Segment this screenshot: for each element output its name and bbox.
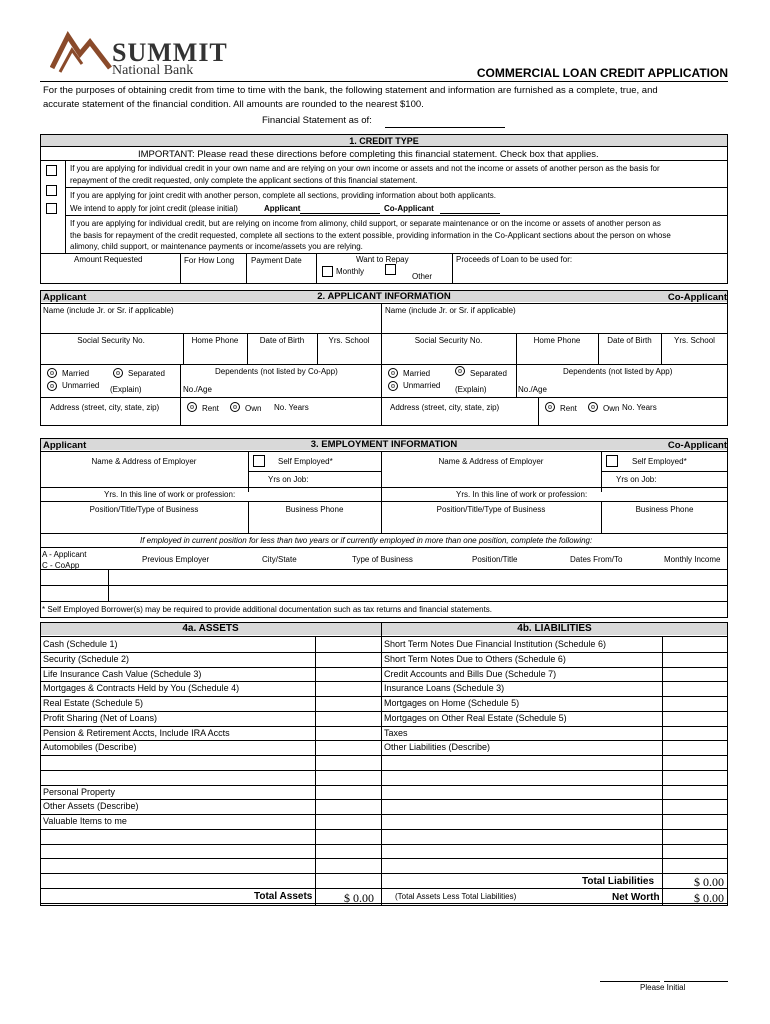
- applicant-separated-label: Separated: [128, 369, 165, 378]
- applicant-dependents-label: Dependents (not listed by Co-App): [215, 367, 338, 376]
- proceeds-label: Proceeds of Loan to be used for:: [456, 255, 573, 264]
- intro-line-1: For the purposes of obtaining credit from time to time with the bank, the following statement and information are furnished as a complete, true, and: [43, 85, 658, 96]
- option-4-line-1: If you are applying for individual credit, but are relying on income from alimony, child support, or separate maintenance or on the income or assets of another person as: [70, 219, 661, 228]
- table-row-line: [40, 770, 728, 771]
- asset-item: Pension & Retirement Accts, Include IRA Accts: [43, 728, 230, 738]
- coapplicant-yrs-school-label: Yrs. School: [674, 336, 715, 345]
- asset-item: Personal Property: [43, 787, 116, 797]
- coapplicant-initial-field[interactable]: [440, 213, 500, 214]
- table-row-line: [40, 755, 728, 756]
- applicant-explain-label: (Explain): [110, 385, 142, 394]
- coapplicant-employer-label: Name & Address of Employer: [438, 457, 544, 466]
- net-worth-note: (Total Assets Less Total Liabilities): [395, 892, 517, 901]
- position-title-header: Position/Title: [472, 555, 518, 564]
- dates-header: Dates From/To: [570, 555, 623, 564]
- monthly-income-header: Monthly Income: [664, 555, 721, 564]
- statement-as-of: Financial Statement as of:: [262, 115, 372, 126]
- liability-item: Short Term Notes Due Financial Institution (Schedule 6): [384, 639, 606, 649]
- liability-item: Other Liabilities (Describe): [384, 742, 491, 752]
- option-4-line-2: the basis for repayment of the credit requested, complete all sections to the extent possible, providing information in the Co-Applicant sections about the person on whose: [70, 231, 671, 240]
- total-assets-value: $ 0.00: [344, 891, 374, 905]
- coapplicant-separated-label: Separated: [470, 369, 507, 378]
- coapplicant-name-label: Name (include Jr. or Sr. if applicable): [385, 306, 516, 315]
- logo-name: SUMMIT: [112, 38, 228, 67]
- option-1-line-2: repayment of the credit requested, only complete the applicant sections of this financial statement.: [70, 176, 418, 185]
- applicant-self-employed-checkbox[interactable]: [253, 455, 265, 467]
- coapplicant-explain-label: (Explain): [455, 385, 487, 394]
- coapplicant-unmarried-radio[interactable]: [388, 381, 398, 391]
- assets-title: 4a. ASSETS: [182, 623, 239, 634]
- applicant-position-label: Position/Title/Type of Business: [89, 505, 199, 514]
- coapplicant-separated-radio[interactable]: [455, 366, 465, 376]
- repay-monthly-checkbox[interactable]: [322, 266, 333, 277]
- payment-date-label: Payment Date: [251, 256, 302, 265]
- table-row-line: [40, 740, 728, 741]
- coapplicant-rent-radio[interactable]: [545, 402, 555, 412]
- liability-item: Mortgages on Other Real Estate (Schedule 5): [384, 713, 567, 723]
- type-business-header: Type of Business: [352, 555, 413, 564]
- liability-item: Short Term Notes Due to Others (Schedule 6): [384, 654, 566, 664]
- table-row-line: [40, 696, 728, 697]
- prev-employer-header: Previous Employer: [142, 555, 210, 564]
- applicant-yrs-school-label: Yrs. School: [328, 336, 370, 345]
- asset-item: Security (Schedule 2): [43, 654, 130, 664]
- want-to-repay-label: Want to Repay: [356, 255, 409, 264]
- option-3-applicant: Applicant: [264, 204, 301, 213]
- option-1-line-1: If you are applying for individual credit in your own name and are relying on your own income or assets and not the income or assets of another person as the basis for: [70, 164, 660, 173]
- bank-logo: [50, 26, 228, 82]
- liabilities-title: 4b. LIABILITIES: [517, 623, 592, 634]
- credit-type-title: 1. CREDIT TYPE: [349, 136, 419, 146]
- coapplicant-no-age-label: No./Age: [518, 385, 547, 394]
- liability-item: Credit Accounts and Bills Due (Schedule 7): [384, 669, 557, 679]
- applicant-unmarried-label: Unmarried: [62, 381, 100, 390]
- table-row-line: [40, 903, 728, 904]
- total-liabilities-value: $ 0.00: [694, 875, 724, 889]
- table-row-line: [40, 844, 728, 845]
- table-row-line: [40, 814, 728, 815]
- asset-item: Mortgages & Contracts Held by You (Schedule 4): [43, 683, 240, 693]
- important-note: IMPORTANT: Please read these directions before completing this financial statement. Check box that applies.: [138, 149, 599, 160]
- liability-amount-divider: [662, 637, 663, 906]
- coapplicant-own-label: Own: [603, 404, 620, 413]
- applicant-yrs-line-label: Yrs. In this line of work or profession:: [104, 490, 236, 499]
- table-row-line: [40, 873, 728, 874]
- applicant-ssn-label: Social Security No.: [77, 336, 145, 345]
- applicant-own-label: Own: [245, 404, 262, 413]
- self-employed-footnote: * Self Employed Borrower(s) may be required to provide additional documentation such as tax returns and financial statements.: [42, 605, 493, 614]
- asset-item: Valuable Items to me: [43, 816, 127, 826]
- table-row-line: [40, 888, 728, 889]
- coapplicant-yrs-line-label: Yrs. In this line of work or profession:: [456, 490, 588, 499]
- table-row-line: [40, 667, 728, 668]
- applicant-address-label: Address (street, city, state, zip): [50, 403, 160, 412]
- table-row-line: [40, 711, 728, 712]
- applicant-married-radio[interactable]: [47, 368, 57, 378]
- other-label: Other: [412, 272, 433, 281]
- applicant-business-phone-label: Business Phone: [285, 505, 344, 514]
- asset-item: Other Assets (Describe): [43, 801, 139, 811]
- statement-date-field[interactable]: [385, 127, 505, 128]
- coapplicant-dependents-label: Dependents (not listed by App): [563, 367, 673, 376]
- table-row-line: [40, 858, 728, 859]
- applicant-employer-label: Name & Address of Employer: [91, 457, 197, 466]
- coapplicant-self-employed-label: Self Employed*: [632, 457, 687, 466]
- table-row-line: [40, 785, 728, 786]
- table-row-line: [40, 799, 728, 800]
- asset-item: Real Estate (Schedule 5): [43, 698, 144, 708]
- option-2: If you are applying for joint credit with another person, complete all sections, providing information about both applicants.: [70, 191, 497, 200]
- assets-liabilities-table: [40, 622, 728, 906]
- coapplicant-header: Co-Applicant: [667, 292, 727, 303]
- coapplicant-own-radio[interactable]: [588, 402, 598, 412]
- option-3: We intend to apply for joint credit (please initial): [70, 204, 238, 213]
- applicant-separated-radio[interactable]: [113, 368, 123, 378]
- asset-item: Automobiles (Describe): [43, 742, 137, 752]
- repay-other-checkbox[interactable]: [385, 264, 396, 275]
- asset-item: Profit Sharing (Net of Loans): [43, 713, 158, 723]
- intro-line-2: accurate statement of the financial condition. All amounts are rounded to the nearest $100.: [43, 99, 424, 110]
- coapplicant-home-phone-label: Home Phone: [533, 336, 581, 345]
- coapplicant-business-phone-label: Business Phone: [635, 505, 694, 514]
- applicant-no-age-label: No./Age: [183, 385, 212, 394]
- applicant-no-years-label: No. Years: [274, 403, 309, 412]
- coapplicant-unmarried-label: Unmarried: [403, 381, 441, 390]
- coapplicant-no-years-label: No. Years: [622, 403, 657, 412]
- liability-item: Taxes: [384, 728, 408, 738]
- table-row-line: [40, 681, 728, 682]
- amount-requested-label: Amount Requested: [74, 255, 143, 264]
- asset-item: Life Insurance Cash Value (Schedule 3): [43, 669, 202, 679]
- for-how-long-label: For How Long: [184, 256, 235, 265]
- coapplicant-ssn-label: Social Security No.: [414, 336, 483, 345]
- applicant-own-radio[interactable]: [230, 402, 240, 412]
- previous-employment-note: If employed in current position for less than two years or if currently employed in more than one position, complete the following:: [140, 536, 593, 545]
- net-worth-value: $ 0.00: [694, 891, 724, 905]
- asset-item: Cash (Schedule 1): [43, 639, 118, 649]
- form-title: COMMERCIAL LOAN CREDIT APPLICATION: [476, 66, 728, 80]
- coapplicant-married-label: Married: [403, 369, 431, 378]
- applicant-married-label: Married: [62, 369, 90, 378]
- applicant-header: Applicant: [43, 292, 87, 303]
- applicant-yrs-on-job-label: Yrs on Job:: [268, 475, 309, 484]
- coapplicant-yrs-on-job-label: Yrs on Job:: [616, 475, 657, 484]
- applicant-initial-field[interactable]: [300, 213, 380, 214]
- asset-amount-divider: [315, 637, 316, 906]
- c-coapp-key: C - CoApp: [42, 561, 80, 570]
- applicant-name-label: Name (include Jr. or Sr. if applicable): [43, 306, 174, 315]
- net-worth-label: Net Worth: [612, 892, 660, 903]
- applicant-rent-label: Rent: [202, 404, 219, 413]
- joint-intent-checkbox[interactable]: [46, 203, 57, 214]
- applicant-rent-radio[interactable]: [187, 402, 197, 412]
- liability-item: Insurance Loans (Schedule 3): [384, 683, 505, 693]
- applicant-home-phone-label: Home Phone: [191, 336, 239, 345]
- coapplicant-married-radio[interactable]: [388, 368, 398, 378]
- mountain-logo-icon: [50, 28, 112, 78]
- table-row-line: [40, 726, 728, 727]
- emp-coapplicant-header: Co-Applicant: [667, 440, 727, 451]
- coapplicant-rent-label: Rent: [560, 404, 577, 413]
- joint-credit-checkbox[interactable]: [46, 185, 57, 196]
- table-row-line: [40, 652, 728, 653]
- applicant-dob-label: Date of Birth: [259, 336, 305, 345]
- coapplicant-position-label: Position/Title/Type of Business: [436, 505, 546, 514]
- option-3-coapplicant: Co-Applicant: [384, 204, 434, 213]
- total-assets-label: Total Assets: [254, 891, 313, 902]
- please-initial-label: Please Initial: [640, 983, 686, 992]
- logo-sub: National Bank: [112, 63, 194, 78]
- coapplicant-dob-label: Date of Birth: [607, 336, 652, 345]
- liability-item: Mortgages on Home (Schedule 5): [384, 698, 520, 708]
- coapplicant-address-label: Address (street, city, state, zip): [390, 403, 500, 412]
- employment-title: 3. EMPLOYMENT INFORMATION: [310, 439, 458, 450]
- individual-credit-checkbox[interactable]: [46, 165, 57, 176]
- applicant-self-employed-label: Self Employed*: [278, 457, 333, 466]
- a-applicant-key: A - Applicant: [42, 550, 87, 559]
- applicant-info-title: 2. APPLICANT INFORMATION: [317, 291, 451, 302]
- coapplicant-self-employed-checkbox[interactable]: [606, 455, 618, 467]
- city-state-header: City/State: [262, 555, 297, 564]
- table-row-line: [40, 829, 728, 830]
- option-4-line-3: alimony, child support, or maintenance payments or income/assets you are relying.: [70, 242, 363, 251]
- monthly-label: Monthly: [336, 267, 365, 276]
- emp-applicant-header: Applicant: [43, 440, 87, 451]
- applicant-unmarried-radio[interactable]: [47, 381, 57, 391]
- total-liabilities-label: Total Liabilities: [582, 876, 655, 887]
